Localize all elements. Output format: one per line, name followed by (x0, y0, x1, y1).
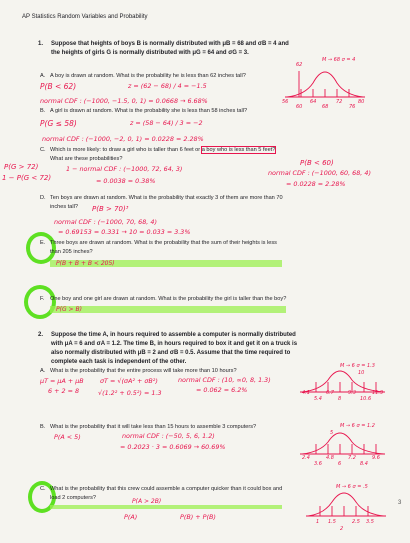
q1a-hw-z: z = (62 − 68) / 4 = −1.5 (128, 82, 207, 90)
q2c-hw-prob: P(A > 2B) (132, 498, 162, 505)
sketch1-tick-3: 64 (310, 99, 317, 105)
sketch3-tick-2: 3.6 (314, 461, 322, 467)
q2-line4: complete each task is independent of the other. (51, 359, 187, 365)
q1c-hw-right1: P(B < 60) (300, 159, 334, 167)
normal-curve-sketch-boys (285, 55, 365, 105)
highlight-2c (50, 505, 282, 509)
sketch1-tick-5: 72 (336, 99, 343, 105)
q2a-hw-res: = 0.062 = 6.2% (196, 386, 248, 394)
sketch2-tick-6: 10.6 (360, 396, 372, 402)
svg-text:5: 5 (330, 430, 334, 436)
q1-line1: Suppose that heights of boys B is normally distributed with μB = 68 and σB = 4 and (51, 41, 289, 47)
q2b-letter: B. (40, 424, 46, 430)
q1d-hw3: = 0.69153 = 0.331 → 10 = 0.033 = 3.3% (58, 228, 191, 236)
q1c-hw-mid: 1 − normal CDF : (−1000, 72, 64, 3) (66, 165, 183, 173)
q1e-text1: Three boys are drawn at random. What is the probability that the sum of their heights is less (50, 240, 277, 246)
sketch1-tick-2: 60 (296, 104, 303, 110)
q2-line2: with μA = 6 and σA = 1.2. The time B, in hours required to box it and get it on a truck is (51, 341, 298, 347)
q2c-text2: load 2 computers? (50, 495, 97, 501)
q2-line3: also normally distributed with μB = 2 and σB = 0.5. Assume that the time required to (51, 350, 291, 356)
q2a-hw-sigma2: √(1.2² + 0.5²) = 1.3 (98, 389, 162, 397)
sketch2-tick-2: 5.4 (314, 396, 322, 402)
q1a-hw-prob: P(B < 62) (40, 82, 77, 91)
sketch2-tick-1: 4.1 (302, 390, 310, 396)
sketch3-tick-5: 7.2 (348, 455, 356, 461)
sketch2-tick-7: 11.9 (372, 390, 384, 396)
highlight-f (50, 306, 286, 313)
q2c-text1: What is the probability that this crew could assemble a computer quicker than it could box and (50, 486, 283, 492)
q1c-text-main: Which is more likely: to draw a girl who is taller than 6 feet or (50, 147, 202, 153)
q1c-hw-mid2: = 0.0038 = 0.38% (96, 177, 156, 185)
sketch3-tick-3: 4.8 (326, 455, 334, 461)
q1d-hw2: normal CDF : (−1000, 70, 68, 4) (54, 218, 157, 226)
sketch2-tick-3: 6.7 (326, 390, 334, 396)
q1c-letter: C. (40, 147, 46, 153)
sketch1-tick-1: 56 (282, 99, 289, 105)
q2b-text: What is the probability that it will take less than 15 hours to assemble 3 computers? (50, 424, 257, 430)
q1e-letter: E. (40, 240, 46, 246)
sketch2-tick-5: 9.3 (348, 390, 356, 396)
svg-text:10: 10 (358, 370, 365, 376)
q1e-text2: than 205 inches? (50, 249, 93, 255)
q2c-letter: C. (40, 486, 46, 492)
q1e-hw: P(B + B + B < 205) (56, 260, 115, 267)
q1c-hw-right3: = 0.0228 = 2.28% (286, 180, 346, 188)
q1f-hw: P(G > B) (56, 306, 82, 313)
q2a-hw-cdf: normal CDF : (10, ∞0, 8, 1.3) (178, 376, 271, 384)
q2b-hw-prob: P(A < 5) (54, 433, 81, 441)
svg-text:M → 68 σ = 4: M → 68 σ = 4 (322, 57, 356, 63)
q1b-hw-prob: P(G ≤ 58) (40, 119, 77, 128)
sketch4-tick-1: 1 (316, 519, 320, 525)
q1d-hw1: P(B > 70)³ (92, 205, 129, 213)
q2b-hw-cdf: normal CDF : (−50, 5, 6, 1.2) (122, 432, 215, 440)
sketch1-tick-7: 80 (358, 99, 365, 105)
q1d-text2: inches tall? (50, 204, 78, 210)
q1b-text: A girl is drawn at random. What is the probability she is less than 58 inches tall? (50, 108, 248, 114)
normal-curve-sketch-assembly (300, 422, 385, 472)
svg-text:M → 6 σ = 1.3: M → 6 σ = 1.3 (340, 363, 375, 369)
q1c-text2: What are these probabilities? (50, 156, 123, 162)
q1a-letter: A. (40, 73, 46, 79)
q1c-text-boxed: a boy who is less than 5 feet? (201, 147, 276, 153)
q1c-hw-right2: normal CDF : (−1000, 60, 68, 4) (268, 169, 371, 177)
q2a-hw-mu2: 6 + 2 = 8 (48, 387, 80, 395)
q1c-hw-left2: 1 − P(G < 72) (2, 174, 52, 182)
sketch3-tick-4: 6 (338, 461, 342, 467)
svg-text:M → 6 σ = .5: M → 6 σ = .5 (336, 484, 368, 490)
q1a-text: A boy is drawn at random. What is the probability he is less than 62 inches tall? (50, 73, 246, 79)
normal-curve-sketch-boxing (306, 480, 386, 535)
q1b-hw-z: z = (58 − 64) / 3 = −2 (130, 119, 203, 127)
q1-line2: the heights of girls G is normally distributed with μG = 64 and σG = 3. (51, 50, 249, 56)
sketch3-tick-1: 2.4 (302, 455, 310, 461)
sketch3-tick-6: 8.4 (360, 461, 368, 467)
normal-curve-sketch-total (300, 360, 385, 410)
q2c-hw-pa: P(A) (124, 513, 138, 521)
q1c-hw-left1: P(G > 72) (4, 163, 39, 171)
q2a-hw-mu: μT = μA + μB (40, 377, 84, 385)
q1f-letter: F. (40, 296, 45, 302)
q1c-text (50, 147, 275, 154)
sketch4-tick-5: 3.5 (366, 519, 374, 525)
q2-number: 2. (38, 332, 44, 338)
q1d-text1: Ten boys are drawn at random. What is the probability that exactly 3 of them are more than 70 (50, 195, 283, 201)
sketch3-tick-7: 9.6 (372, 455, 380, 461)
q1-number: 1. (38, 41, 44, 47)
q2a-hw-sigma: σT = √(σA² + σB²) (100, 377, 158, 385)
q2a-letter: A. (40, 368, 46, 374)
sketch4-tick-4: 2.5 (352, 519, 360, 525)
q1d-letter: D. (40, 195, 46, 201)
q2b-hw-res: = 0.2023 · 3 = 0.6069 → 60.69% (120, 443, 226, 451)
sketch4-tick-3: 2 (340, 526, 344, 532)
sketch4-tick-2: 1.5 (328, 519, 336, 525)
q1f-text: One boy and one girl are drawn at random. What is the probability the girl is taller than the boy? (50, 296, 287, 302)
q1b-hw-cdf: normal CDF : (−1000, −2, 0, 1) = 0.0228 = 2.28% (42, 135, 204, 143)
sketch2-tick-4: 8 (338, 396, 342, 402)
q1a-hw-cdf: normal CDF : (−1000, −1.5, 0, 1) = 0.0668 → 6.68% (40, 97, 208, 105)
svg-text:62: 62 (296, 62, 303, 68)
page-title: AP Statistics Random Variables and Probability (22, 14, 148, 20)
page-marker: 3 (398, 500, 402, 506)
sketch1-tick-4: 68 (322, 104, 329, 110)
q2-line1: Suppose the time A, in hours required to assemble a computer is normally distributed (51, 332, 296, 338)
q2c-hw-pb: P(B) + P(B) (180, 513, 216, 521)
q1b-letter: B. (40, 108, 46, 114)
q2a-text: What is the probability that the entire process will take more than 10 hours? (50, 368, 237, 374)
sketch1-tick-6: 76 (349, 104, 356, 110)
svg-text:M → 6 σ = 1.2: M → 6 σ = 1.2 (340, 423, 375, 429)
